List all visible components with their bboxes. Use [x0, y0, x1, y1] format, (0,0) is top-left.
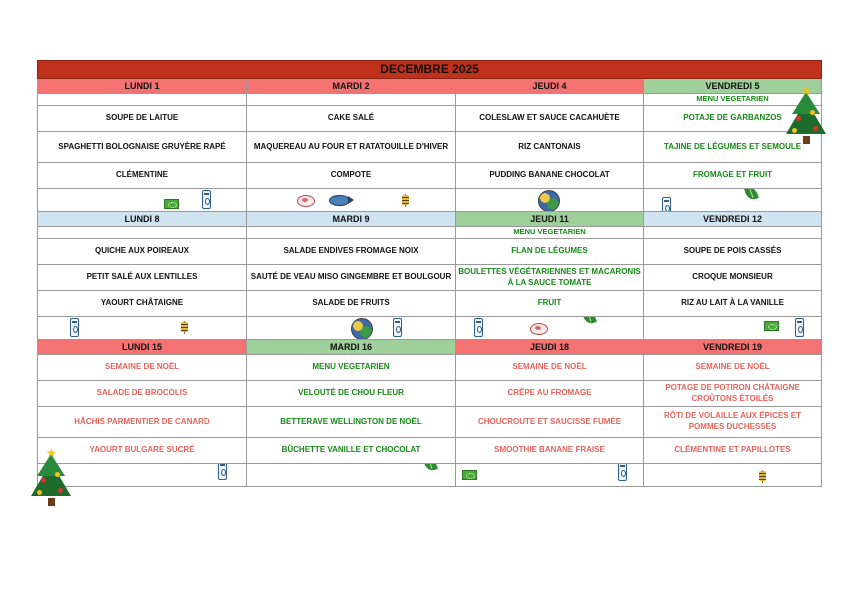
note-cell	[247, 227, 456, 239]
dessert-cell: SALADE DE FRUITS	[247, 291, 456, 317]
starter-cell: SALADE DE BROCOLIS	[38, 381, 247, 407]
starter-cell: SOUPE DE LAITUE	[38, 106, 247, 132]
main-cell: BETTERAVE WELLINGTON DE NOËL	[247, 407, 456, 438]
starter-cell: COLESLAW ET SAUCE CACAHUÈTE	[456, 106, 644, 132]
leaf-icon	[423, 464, 438, 473]
label-icons-cell	[456, 189, 644, 212]
milk-icon	[70, 318, 79, 337]
menu-table	[37, 60, 822, 487]
dessert-cell: BÛCHETTE VANILLE ET CHOCOLAT	[247, 438, 456, 464]
dessert-cell: RIZ AU LAIT À LA VANILLE	[644, 291, 822, 317]
label-icons-cell	[456, 317, 644, 340]
day-header: VENDREDI 19	[644, 340, 822, 355]
wheat-icon	[405, 194, 412, 207]
milk-icon	[474, 318, 483, 337]
note-cell	[644, 227, 822, 239]
milk-icon	[795, 318, 804, 337]
main-cell: PETIT SALÉ AUX LENTILLES	[38, 265, 247, 291]
leaf-icon	[744, 189, 759, 202]
day-header: VENDREDI 12	[644, 212, 822, 227]
day-header: MARDI 2	[247, 79, 456, 94]
dessert-cell: YAOURT CHÂTAIGNE	[38, 291, 247, 317]
label-icons-cell	[247, 317, 456, 340]
menu-sheet	[37, 60, 821, 487]
dessert-cell: FROMAGE ET FRUIT	[644, 163, 822, 189]
wheat-icon	[762, 470, 769, 483]
day-header: LUNDI 8	[38, 212, 247, 227]
starter-cell: CAKE SALÉ	[247, 106, 456, 132]
dessert-cell: COMPOTE	[247, 163, 456, 189]
globe-icon	[351, 318, 373, 340]
vegetarian-note: MENU VEGETARIEN	[456, 227, 644, 239]
starter-cell: POTAGE DE POTIRON CHÂTAIGNE CROÛTONS ÉTOILÉS	[644, 381, 822, 407]
starter-cell: QUICHE AUX POIREAUX	[38, 239, 247, 265]
label-icons-cell	[644, 317, 822, 340]
main-cell: HÂCHIS PARMENTIER DE CANARD	[38, 407, 247, 438]
main-cell: MAQUEREAU AU FOUR ET RATATOUILLE D'HIVER	[247, 132, 456, 163]
wheat-icon	[184, 321, 191, 334]
dessert-cell: FRUIT	[456, 291, 644, 317]
day-header: MARDI 9	[247, 212, 456, 227]
christmas-note: SEMAINE DE NOËL	[456, 355, 644, 381]
label-icons-cell	[456, 464, 644, 487]
main-cell: CROQUE MONSIEUR	[644, 265, 822, 291]
milk-icon	[202, 190, 211, 209]
fish-icon	[329, 195, 349, 206]
leaf-icon	[582, 317, 597, 326]
starter-cell: CRÊPE AU FROMAGE	[456, 381, 644, 407]
note-cell	[38, 94, 247, 106]
main-cell: BOULETTES VÉGÉTARIENNES ET MACARONIS À LA SAUCE TOMATE	[456, 265, 644, 291]
egg-icon	[530, 323, 548, 335]
christmas-tree-icon: ★	[31, 450, 71, 506]
day-header: JEUDI 18	[456, 340, 644, 355]
main-cell: RIZ CANTONAIS	[456, 132, 644, 163]
dessert-cell: CLÉMENTINE	[38, 163, 247, 189]
day-header: MARDI 16	[247, 340, 456, 355]
day-header: JEUDI 4	[456, 79, 644, 94]
organic-eu-icon	[764, 321, 779, 331]
note-cell	[247, 94, 456, 106]
starter-cell: VELOUTÉ DE CHOU FLEUR	[247, 381, 456, 407]
label-icons-cell	[644, 464, 822, 487]
dessert-cell: CLÉMENTINE ET PAPILLOTES	[644, 438, 822, 464]
christmas-tree-icon: ★	[786, 88, 826, 144]
day-header: JEUDI 11	[456, 212, 644, 227]
main-cell: TAJINE DE LÉGUMES ET SEMOULE	[644, 132, 822, 163]
main-cell: RÔTI DE VOLAILLE AUX ÉPICES ET POMMES DUCHESSES	[644, 407, 822, 438]
day-header: VENDREDI 5	[644, 79, 822, 94]
milk-icon	[218, 464, 227, 481]
christmas-note: SEMAINE DE NOËL	[644, 355, 822, 381]
globe-icon	[538, 190, 560, 212]
main-cell: SAUTÉ DE VEAU MISO GINGEMBRE ET BOULGOUR	[247, 265, 456, 291]
page-title: DECEMBRE 2025	[38, 61, 822, 79]
note-cell	[456, 94, 644, 106]
milk-icon	[662, 197, 671, 212]
label-icons-cell	[247, 189, 456, 212]
organic-eu-icon	[462, 470, 477, 480]
dessert-cell: SMOOTHIE BANANE FRAISE	[456, 438, 644, 464]
day-header: LUNDI 1	[38, 79, 247, 94]
label-icons-cell	[38, 189, 247, 212]
main-cell: CHOUCROUTE ET SAUCISSE FUMÉE	[456, 407, 644, 438]
starter-cell: POTAJE DE GARBANZOS	[644, 106, 822, 132]
starter-cell: SOUPE DE POIS CASSÉS	[644, 239, 822, 265]
label-icons-cell	[38, 317, 247, 340]
label-icons-cell	[644, 189, 822, 212]
starter-cell: SALADE ENDIVES FROMAGE NOIX	[247, 239, 456, 265]
note-cell	[38, 227, 247, 239]
label-icons-cell	[247, 464, 456, 487]
egg-icon	[297, 195, 315, 207]
milk-icon	[393, 318, 402, 337]
dessert-cell: YAOURT BULGARE SUCRÉ	[38, 438, 247, 464]
day-header: LUNDI 15	[38, 340, 247, 355]
starter-cell: FLAN DE LÉGUMES	[456, 239, 644, 265]
christmas-note: SEMAINE DE NOËL	[38, 355, 247, 381]
dessert-cell: PUDDING BANANE CHOCOLAT	[456, 163, 644, 189]
organic-eu-icon	[164, 199, 179, 209]
vegetarian-note: MENU VEGETARIEN	[247, 355, 456, 381]
vegetarian-note: MENU VEGETARIEN	[644, 94, 822, 106]
milk-icon	[618, 464, 627, 482]
main-cell: SPAGHETTI BOLOGNAISE GRUYÈRE RAPÉ	[38, 132, 247, 163]
